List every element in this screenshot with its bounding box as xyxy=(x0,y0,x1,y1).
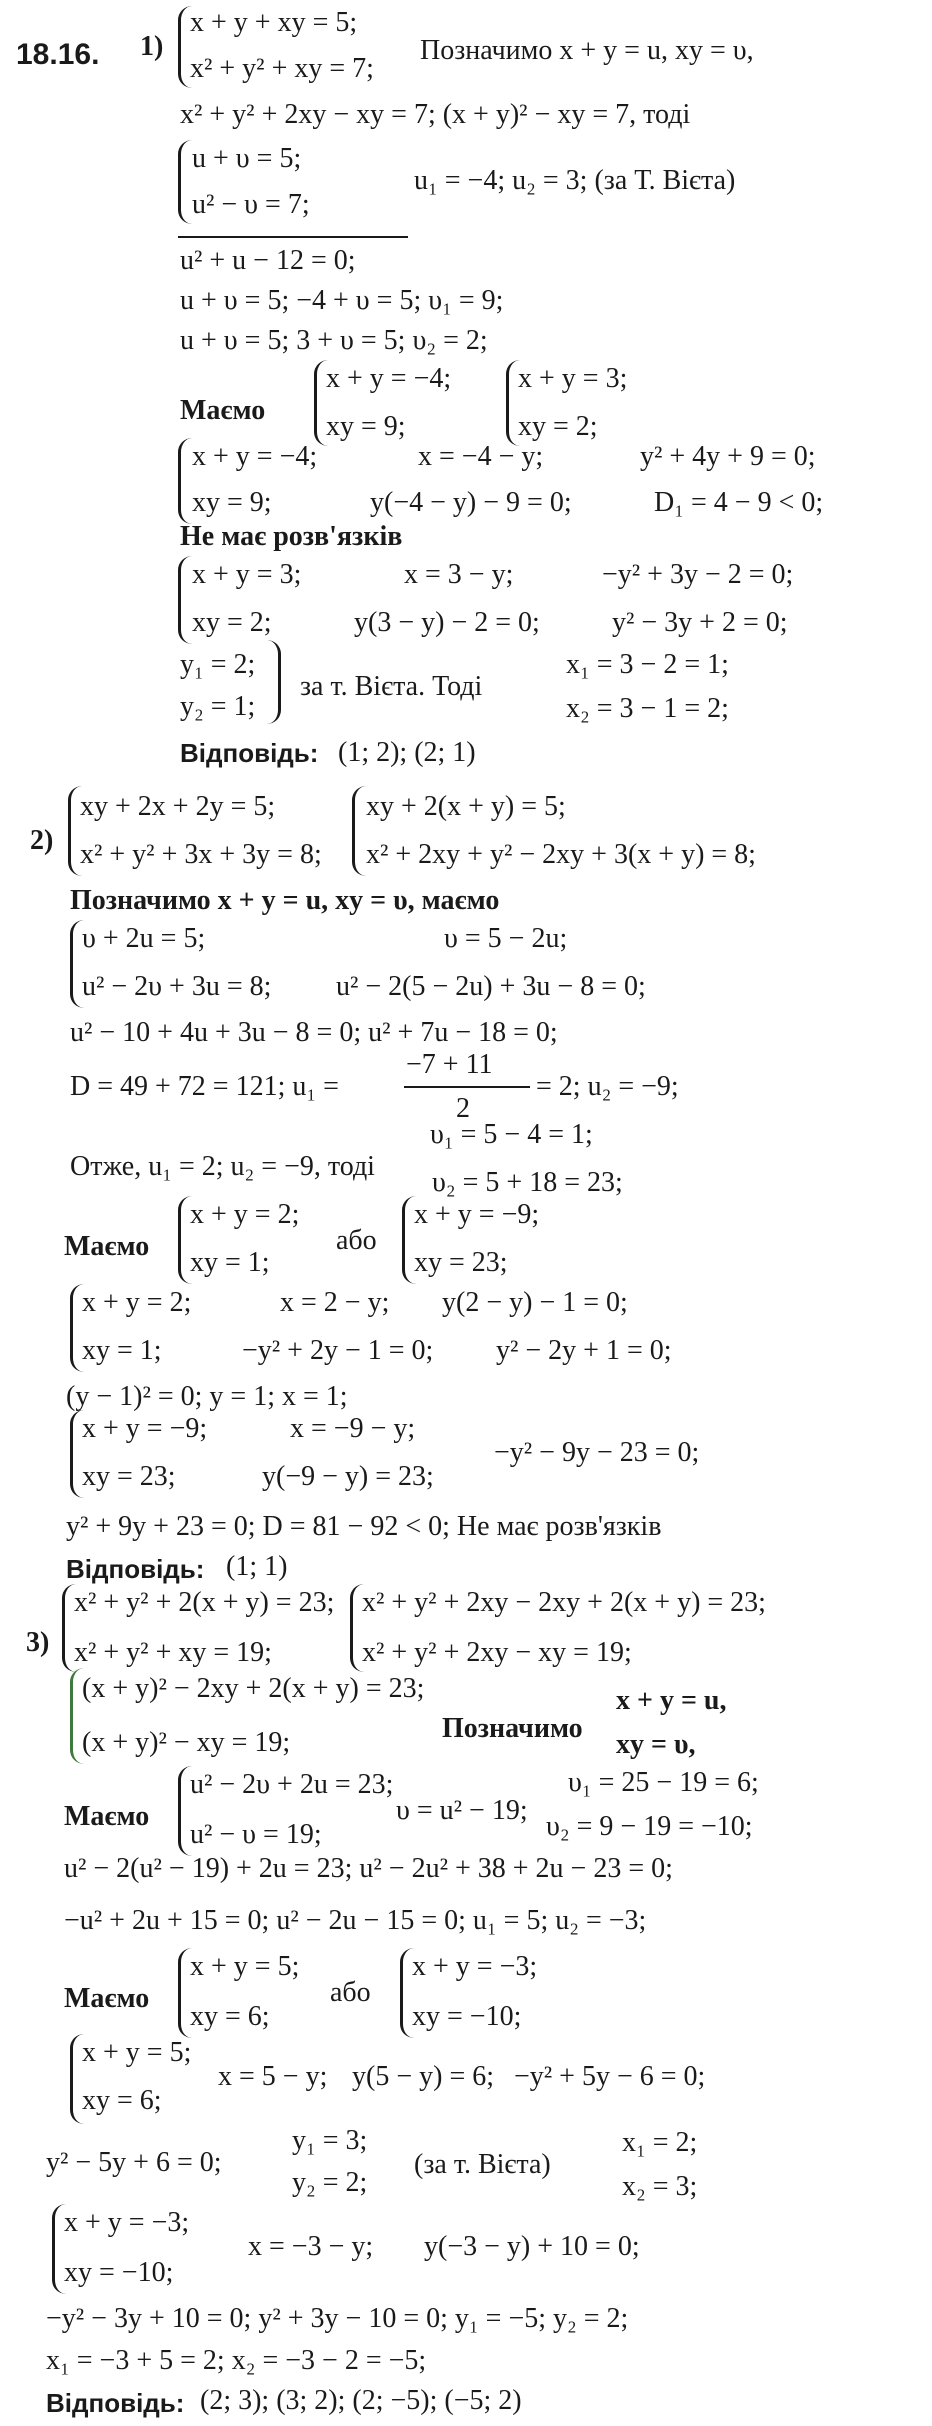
equation: −y² + 2y − 1 = 0; xyxy=(242,1335,434,1366)
equation: xy = 23; xyxy=(82,1461,176,1492)
equation: D₁ = 4 − 9 < 0; xyxy=(654,487,824,518)
equation: u² − 2(u² − 19) + 2u = 23; u² − 2u² + 38 + 2u − 23 = 0; xyxy=(64,1853,673,1884)
equation: −y² + 3y − 2 = 0; xyxy=(602,559,794,590)
equation: x₁ = −3 + 5 = 2; x₂ = −3 − 2 = −5; xyxy=(46,2345,427,2376)
text-line: Позначимо x + y = u, xy = υ, xyxy=(420,35,754,66)
equation: y(5 − y) = 6; xyxy=(352,2061,495,2092)
equation: υ₂ = 5 + 18 = 23; xyxy=(432,1167,623,1198)
equation: −y² − 9y − 23 = 0; xyxy=(494,1437,700,1468)
equation: x + y + xy = 5; xyxy=(190,7,358,38)
equation: υ = u² − 19; xyxy=(396,1795,528,1826)
text-line: за т. Вієта. Тоді xyxy=(300,671,483,702)
text-line: або xyxy=(336,1225,377,1256)
equation: x₁ = 3 − 2 = 1; xyxy=(566,649,729,680)
rule-line xyxy=(178,236,408,238)
equation: υ₁ = 25 − 19 = 6; xyxy=(568,1767,759,1798)
equation: −y² − 3y + 10 = 0; y² + 3y − 10 = 0; y₁ = −5; y₂ = 2; xyxy=(46,2303,629,2334)
equation: xy + 2(x + y) = 5; xyxy=(366,791,566,822)
equation: xy = 1; xyxy=(190,1247,270,1278)
equation: x = 3 − y; xyxy=(404,559,514,590)
equation: u² − υ = 7; xyxy=(192,189,310,220)
equation: x + y = 3; xyxy=(518,363,628,394)
equation: xy = −10; xyxy=(412,2001,522,2032)
part-label: 2) xyxy=(30,825,54,856)
equation: x = −9 − y; xyxy=(290,1413,416,1444)
equation: x² + y² + 2(x + y) = 23; xyxy=(74,1587,335,1618)
equation: = 2; u₂ = −9; xyxy=(536,1071,679,1102)
equation: y² + 4y + 9 = 0; xyxy=(640,441,816,472)
equation: x² + y² + xy = 19; xyxy=(74,1637,272,1668)
equation: υ₂ = 9 − 19 = −10; xyxy=(546,1811,753,1842)
equation: u² − 10 + 4u + 3u − 8 = 0; u² + 7u − 18 = 0; xyxy=(70,1017,558,1048)
equation: x = 2 − y; xyxy=(280,1287,390,1318)
equation: x + y = −3; xyxy=(412,1951,538,1982)
equation: u + υ = 5; 3 + υ = 5; υ₂ = 2; xyxy=(180,325,488,356)
equation: (x + y)² − 2xy + 2(x + y) = 23; xyxy=(82,1673,425,1704)
equation: x + y = 3; xyxy=(192,559,302,590)
fraction-numerator: −7 + 11 xyxy=(406,1049,493,1080)
equation: x + y = −9; xyxy=(82,1413,208,1444)
equation: x₂ = 3; xyxy=(622,2171,698,2202)
equation: u² − 2(5 − 2u) + 3u − 8 = 0; xyxy=(336,971,646,1002)
answer-value: (2; 3); (3; 2); (2; −5); (−5; 2) xyxy=(200,2385,522,2416)
text-line: Маємо xyxy=(64,1801,150,1832)
system-brace-right xyxy=(264,640,281,724)
equation: x + y = 5; xyxy=(82,2037,192,2068)
equation: xy = 2; xyxy=(518,411,598,442)
equation: u² − 2υ + 3u = 8; xyxy=(82,971,272,1002)
equation: y₁ = 2; xyxy=(180,649,256,680)
equation: x² + y² + xy = 7; xyxy=(190,53,374,84)
equation: x + y = u, xyxy=(616,1685,727,1716)
equation: xy = 23; xyxy=(414,1247,508,1278)
text-line: Маємо xyxy=(180,395,266,426)
equation: x² + y² + 3x + 3y = 8; xyxy=(80,839,322,870)
text-line: Отже, u₁ = 2; u₂ = −9, тоді xyxy=(70,1151,375,1182)
equation: −y² + 5y − 6 = 0; xyxy=(514,2061,706,2092)
equation: υ₁ = 5 − 4 = 1; xyxy=(430,1119,593,1150)
equation: y(−3 − y) + 10 = 0; xyxy=(424,2231,640,2262)
equation: xy = 9; xyxy=(192,487,272,518)
equation: x = −3 − y; xyxy=(248,2231,374,2262)
equation: υ + 2u = 5; xyxy=(82,923,206,954)
equation: x = 5 − y; xyxy=(218,2061,328,2092)
equation: xy = υ, xyxy=(616,1729,696,1760)
equation: x + y = −4; xyxy=(326,363,452,394)
text-line: Маємо xyxy=(64,1231,150,1262)
equation: x² + 2xy + y² − 2xy + 3(x + y) = 8; xyxy=(366,839,756,870)
equation: (x + y)² − xy = 19; xyxy=(82,1727,291,1758)
equation: xy + 2x + 2y = 5; xyxy=(80,791,276,822)
equation: y₂ = 1; xyxy=(180,691,256,722)
equation: xy = 6; xyxy=(82,2085,162,2116)
equation: xy = 9; xyxy=(326,411,406,442)
text-line: Позначимо xyxy=(442,1713,583,1744)
equation: y(−9 − y) = 23; xyxy=(262,1461,434,1492)
text-line: Маємо xyxy=(64,1983,150,2014)
equation: xy = 2; xyxy=(192,607,272,638)
equation: y₂ = 2; xyxy=(292,2167,368,2198)
problem-number: 18.16. xyxy=(16,38,100,71)
equation: x + y = 2; xyxy=(190,1199,300,1230)
equation: x² + y² + 2xy − xy = 7; (x + y)² − xy = 7, тоді xyxy=(180,99,691,130)
text-line: Позначимо x + y = u, xy = υ, маємо xyxy=(70,885,500,916)
text-line: (за т. Вієта) xyxy=(414,2149,551,2180)
text-line: u₁ = −4; u₂ = 3; (за Т. Вієта) xyxy=(414,165,736,196)
equation: u² − υ = 19; xyxy=(190,1819,322,1850)
answer-value: (1; 2); (2; 1) xyxy=(338,737,476,768)
equation: x₂ = 3 − 1 = 2; xyxy=(566,693,729,724)
equation: u² − 2υ + 2u = 23; xyxy=(190,1769,394,1800)
equation: y² − 2y + 1 = 0; xyxy=(496,1335,672,1366)
equation: u² + u − 12 = 0; xyxy=(180,245,356,276)
equation: u + υ = 5; −4 + υ = 5; υ₁ = 9; xyxy=(180,285,504,316)
equation: y² − 5y + 6 = 0; xyxy=(46,2147,222,2178)
no-solution-text: Не має розв'язків xyxy=(180,521,403,552)
text-line: або xyxy=(330,1977,371,2008)
equation: x + y = 2; xyxy=(82,1287,192,1318)
equation: y(−4 − y) − 9 = 0; xyxy=(370,487,572,518)
equation: y(2 − y) − 1 = 0; xyxy=(442,1287,628,1318)
equation: u + υ = 5; xyxy=(192,143,302,174)
answer-label: Відповідь: xyxy=(180,738,319,768)
equation: xy = −10; xyxy=(64,2257,174,2288)
part-label: 1) xyxy=(140,31,164,62)
fraction-denominator: 2 xyxy=(456,1093,470,1124)
equation: x₁ = 2; xyxy=(622,2127,698,2158)
equation: x + y = −3; xyxy=(64,2207,190,2238)
equation: x = −4 − y; xyxy=(418,441,544,472)
equation: y² + 9y + 23 = 0; D = 81 − 92 < 0; Не має розв'язків xyxy=(66,1511,662,1542)
equation: D = 49 + 72 = 121; u₁ = xyxy=(70,1071,339,1102)
equation: x² + y² + 2xy − xy = 19; xyxy=(362,1637,632,1668)
equation: y₁ = 3; xyxy=(292,2125,368,2156)
equation: x² + y² + 2xy − 2xy + 2(x + y) = 23; xyxy=(362,1587,766,1618)
part-label: 3) xyxy=(26,1627,50,1658)
equation: x + y = −9; xyxy=(414,1199,540,1230)
answer-label: Відповідь: xyxy=(46,2388,185,2418)
equation: x + y = −4; xyxy=(192,441,318,472)
answer-value: (1; 1) xyxy=(226,1551,288,1582)
equation: x + y = 5; xyxy=(190,1951,300,1982)
equation: y(3 − y) − 2 = 0; xyxy=(354,607,540,638)
equation: xy = 1; xyxy=(82,1335,162,1366)
equation: −u² + 2u + 15 = 0; u² − 2u − 15 = 0; u₁ = 5; u₂ = −3; xyxy=(64,1905,647,1936)
equation: υ = 5 − 2u; xyxy=(444,923,568,954)
equation: xy = 6; xyxy=(190,2001,270,2032)
answer-label: Відповідь: xyxy=(66,1554,205,1584)
fraction-bar xyxy=(404,1086,530,1088)
equation: (y − 1)² = 0; y = 1; x = 1; xyxy=(66,1381,348,1412)
equation: y² − 3y + 2 = 0; xyxy=(612,607,788,638)
